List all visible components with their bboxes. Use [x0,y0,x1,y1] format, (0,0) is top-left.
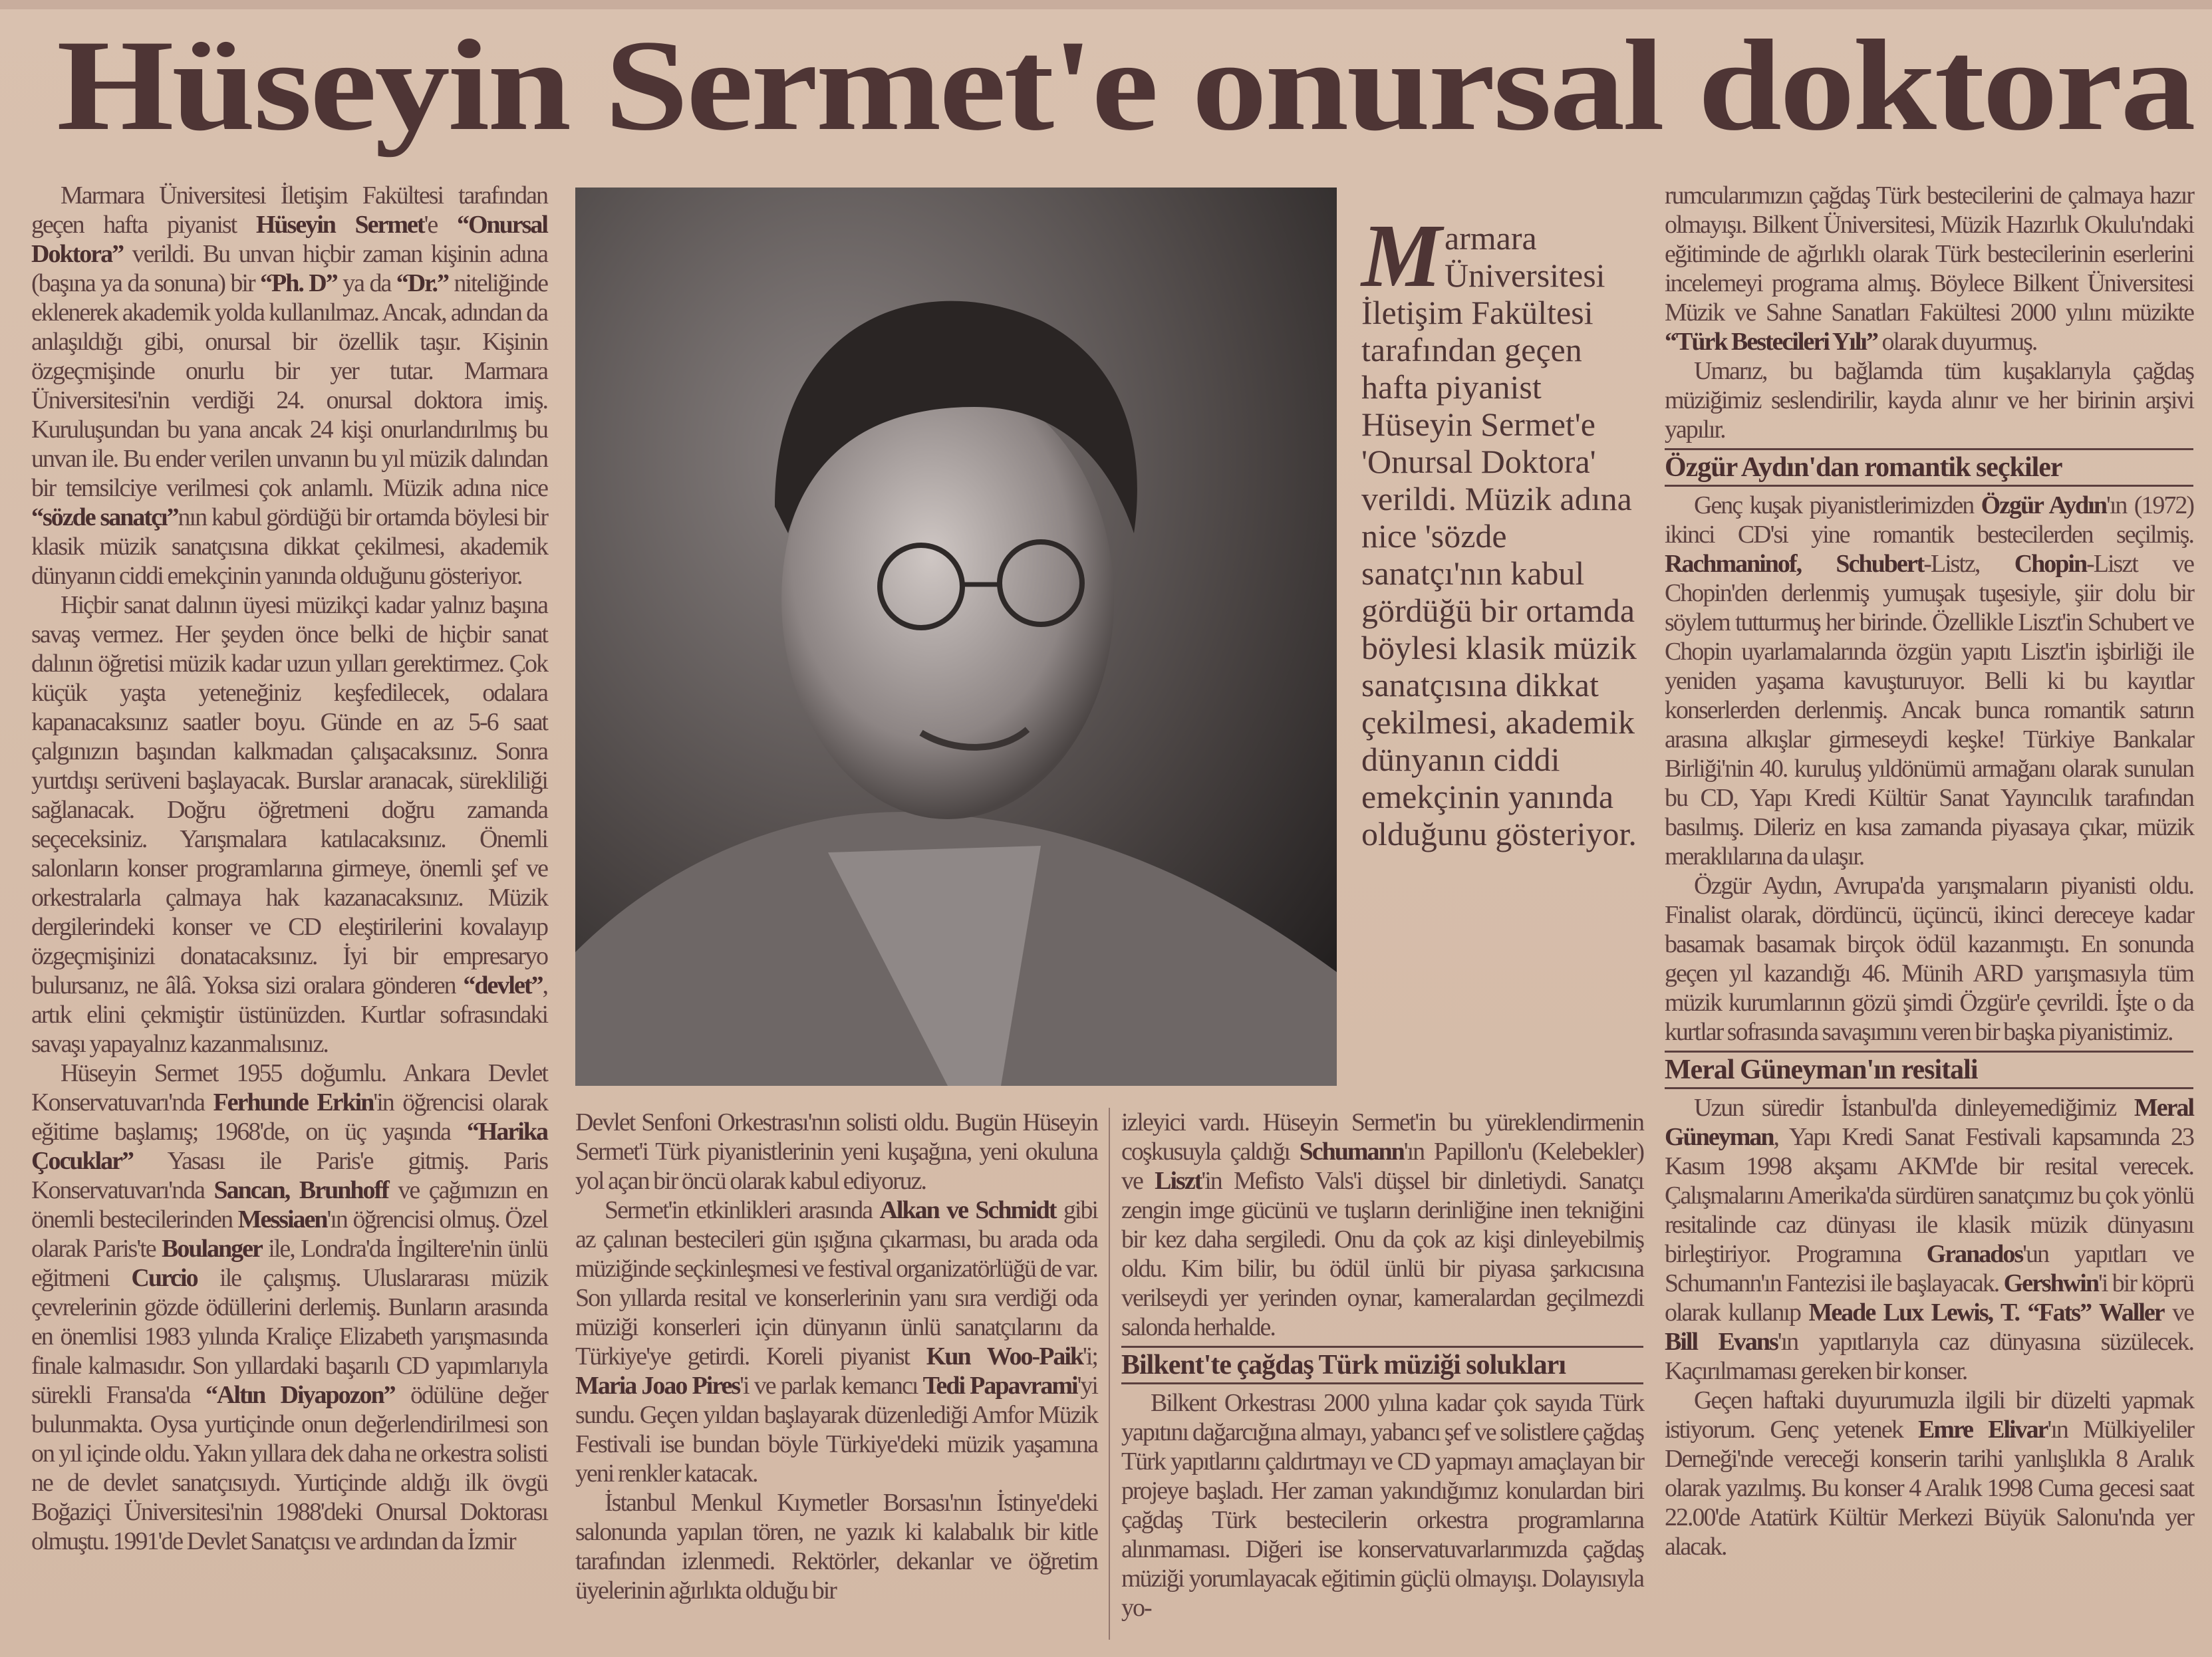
paragraph [1665,181,2193,356]
paragraph [575,1488,1097,1605]
text-run: , Yapı Kredi Sanat Festivali kapsamında 23 Kasım 1998 akşamı AKM'de bir resital verecek. Çalışmalarını Amerika'da sürdüren sanatçımız bu çok yönlü resitalinde caz dünyası ile klasik müzik dünyasını birleştiriyor. Programına [1665,1123,2193,1268]
bold-text-run: Schumann [1299,1138,1404,1166]
text-run: 'i; [1083,1342,1097,1370]
text-run: -Listz, [1923,550,2014,578]
text-run: Genç kuşak piyanistlerimizden [1694,491,1981,519]
text-run: Hiçbir sanat dalının üyesi müzikçi kadar yalnız başına savaş vermez. Her şeyden önce belki de hiçbir sanat dalının öğretisi müzik kadar uzun yılları gerektirmez. Çok küçük yaşta yeteneğiniz keşfedilecek, odalara kapanacaksınız saatler boyu. Günde en az 5-6 saat çalgınızın başından kalkmadan çalışacaksınız. Sonra yurtdışı serüveni başlayacak. Burslar aranacak, sürekliliği sağlanacak. Doğru öğretmeni doğru zamanda seçeceksiniz. Yarışmalara katılacaksınız. Önemli salonların konser programlarına girmeye, önemli şef ve orkestralarla çalmaya hak kazanacaksınız. Müzik dergilerindeki konser ve CD eleştirilerini kovalayıp özgeçmişinizi donatacaksınız. İyi bir empresaryo bulursanız, ne âlâ. Yoksa sizi oralara gönderen [31,591,547,999]
bold-text-run: Granados [1926,1240,2023,1268]
bold-text-run: “Ph. D” [260,269,337,297]
paragraph [31,181,547,590]
paragraph [575,1108,1097,1196]
text-run: Bilkent Orkestrası 2000 yılına kadar çok sayıda Türk yapıtını dağarcığına almayı, yabancı şef ve solistlere çağdaş Türk yapıtlarını çaldırtmayı ve CD yapmayı amaçlayan bir projeye başladı. Her zaman yakındığımız konulardan biri çağdaş Türk bestecilerin orkestra programlarına alınmaması. Diğeri ise konservatuvarlarımızda çağdaş müziği yorumlayacak eğitimin güçlü olmayışı. Dolayısıyla yo- [1121,1389,1643,1622]
text-run: 'ın Mülkiyeliler Derneği'nde vereceği konserin tarihi yanlışlıkla 8 Aralık olarak yazılmış. Bu konser 4 Aralık 1998 Cuma gecesi saat 22.00'de Atatürk Kültür Merkezi Büyük Salonu'nda yer alacak. [1665,1416,2193,1561]
bold-text-run: Özgür Aydın [1981,491,2106,519]
pull-quote-dropcap: M [1361,206,1442,306]
bold-text-run: Messiaen [237,1206,327,1233]
text-run: Yasası ile Paris'e gitmiş. Paris Konservatuvarı'nda [31,1147,547,1204]
paragraph [1121,1388,1643,1622]
bold-text-run: “Harika Çocuklar” [31,1118,547,1175]
bold-text-run: Tedi Papavrami [922,1372,1077,1400]
bold-text-run: “Türk Bestecileri Yılı” [1665,328,1877,356]
paragraph [1665,1093,2193,1386]
article-column-3 [1121,1108,1643,1622]
text-run: Sermet'in etkinlikleri arasında [605,1196,880,1224]
text-run: izleyici vardı. Hüseyin Sermet'in bu yüreklendirmenin coşkusuyla çaldığı [1121,1108,1643,1166]
paragraph [1665,1386,2193,1561]
text-run: gibi az çalınan bestecileri gün ışığına çıkarması, bu arada oda müziğinde seçkinleşmesi ve festival organizatörlüğü de var. Son yıllarda resital ve konserlerinin yanı sıra verdiği oda müziği konserleri için dünyanın ünlü sanatçılarını da Türkiye'ye getirdi. Koreli piyanist [575,1196,1097,1370]
text-run: -Liszt ve Chopin'den derlenmiş yumuşak tuşesiyle, şiir dolu bir söylem tutturmuş her birinde. Özellikle Liszt'in Schubert ve Chopin uyarlamalarında özgün yapıtı Liszt'in işbirliği ile yeniden yaşama kavuşturuyor. Belli ki bu kayıtlar konserlerden derlenmiş. Ancak bunca romantik satırın arasına alkışlar girmeseydi keşke! Türkiye Bankalar Birliği'nin 40. kuruluş yıldönümü armağanı olarak sunulan bu CD, Yapı Kredi Kültür Sanat Yayıncılık tarafından basılmış. Dileriz en kısa zamanda piyasaya çıkar, müzik meraklılarına da ulaşır. [1665,550,2193,870]
portrait-photo [575,188,1337,1086]
paragraph [1665,871,2193,1047]
text-run: Devlet Senfoni Orkestrası'nın solisti oldu. Bugün Hüseyin Sermet'i Türk piyanistlerinin yeni kuşağına, yeni okuluna yol açan bir öncü olarak kabul ediyoruz. [575,1108,1097,1195]
text-run: ödülüne değer bulunmakta. Oysa yurtiçinde onun değerlendirilmesi son on yıl içinde oldu. Yakın yıllara dek daha ne orkestra solisti ne de devlet sanatçısıydı. Yurtiçinde aldığı ilk övgü Boğaziçi Üniversitesi'nin 1988'deki Onursal Doktorası olmuştu. 1991'de Devlet Sanatçısı ve ardından da İzmir [31,1381,547,1555]
text-run: Uzun süredir İstanbul'da dinleyemediğimiz [1694,1094,2134,1122]
text-run: 'i ve parlak kemancı [740,1372,923,1400]
paragraph [575,1196,1097,1488]
text-run: Geçen haftaki duyurumuzla ilgili bir düzelti yapmak istiyorum. Genç yetenek [1665,1386,2193,1444]
text-run: 'in Mefisto Vals'i düşsel bir dinletiydi. Sanatçı zengin imge gücünü ve tuşların derinliğine inen tekniğini bir kez daha sergiledi. Onu da çok az kişi dinleyebilmiş oldu. Kim bilir, bu ödül ünlü bir piyasa şarkıcısına verilseydi yer yerinden oynar, kameralardan geçilmezdi salonda herhalde. [1121,1167,1643,1341]
text-run: Hüseyin Sermet 1955 doğumlu. Ankara Devlet Konservatuvarı'nda [31,1059,547,1116]
bold-text-run: Curcio [131,1264,198,1292]
text-run: ve çağımızın en önemli bestecilerinden [31,1176,548,1233]
article-column-4 [1665,181,2193,1561]
bold-text-run: “sözde sanatçı” [31,503,178,531]
text-run: 'yi sundu. Geçen yıldan başlayarak düzenlediği Amfor Müzik Festivali ise bundan böyle Türkiye'deki müzik yaşamına yeni renkler katacak. [575,1372,1097,1487]
bold-text-run: Chopin [2014,550,2087,578]
text-run: Özgür Aydın, Avrupa'da yarışmaların piyanisti oldu. Finalist olarak, dördüncü, üçüncü, ikinci dereceye kadar basamak basamak birçok ödül kazanmıştı. En sonunda geçen yıl kazandığı 46. Münih ARD yarışmasıyla tüm müzik kurumlarının gözü şimdi Özgür'e çevrildi. İşte o da kurtlar sofrasında savaşımını veren bir başka piyanistimiz. [1665,872,2193,1046]
text-run: 'in öğrencisi olarak eğitime başlamış; 1968'de, on üç yaşında [31,1088,547,1146]
text-run: 'i bir köprü olarak kullanıp [1665,1269,2193,1327]
bold-text-run: Kun Woo-Paik [926,1342,1083,1370]
paragraph [31,590,547,1059]
bold-text-run: Gershwin [2003,1269,2098,1297]
text-run: Umarız, bu bağlamda tüm kuşaklarıyla çağdaş müziğimiz seslendirilir, kayda alınır ve her birinin arşivi yapılır. [1665,357,2193,444]
text-run: 'e [424,211,457,239]
text-run: 'un yapıtları ve Schumann'ın Fantezisi ile başlayacak. [1665,1240,2193,1297]
article-column-1 [31,181,547,1556]
bold-text-run: Meral Güneyman [1665,1094,2193,1151]
text-run: 'ın öğrencisi olmuş. Özel olarak Paris'te [31,1206,547,1263]
bold-text-run: Sancan, Brunhoff [213,1176,388,1204]
text-run: ve [2163,1299,2193,1327]
bold-text-run: Liszt [1155,1167,1202,1195]
text-run: İstanbul Menkul Kıymetler Borsası'nın İstinye'deki salonunda yapılan tören, ne yazık ki kalabalık bir kitle tarafından izlenmedi. Rektörler, dekanlar ve öğretim üyelerinin ağırlıkta olduğu bir [575,1489,1097,1604]
bold-text-run: “Dr.” [396,269,449,297]
bold-text-run: “Altın Diyapozon” [205,1381,395,1409]
bold-text-run: Hüseyin Sermet [255,211,424,239]
bold-text-run: Boulanger [161,1235,262,1263]
column-divider [1109,1108,1110,1640]
text-run: olarak duyurmuş. [1877,328,2037,356]
section-heading: Bilkent'te çağdaş Türk müziği solukları [1121,1346,1643,1384]
text-run: , artık elini çekmiştir üstünüzden. Kurtlar sofrasındaki savaşı yapayalnız kazanmalısınız. [31,971,547,1058]
paragraph [1121,1108,1643,1342]
text-run: ile, Londra'da İngiltere'nin ünlü eğitmeni [31,1235,548,1292]
paragraph [1665,356,2193,444]
article-column-2 [575,1108,1097,1605]
text-run: 'ın (1972) ikinci CD'si yine romantik bestecilerden seçilmiş. [1665,491,2194,549]
text-run: ya da [337,269,396,297]
text-run: verildi. Bu unvan hiçbir zaman kişinin adına (başına ya da sonuna) bir [31,240,547,297]
text-run: niteliğinde eklenerek akademik yolda kullanılmaz. Ancak, adından da anlaşıldığı gibi, onursal bir özellik taşır. Kişinin özgeçmişinde onurlu bir yer tutar. Marmara Üniversitesi'nin verdiği 24. onursal doktora imiş. Kuruluşundan bu yana ancak 24 kişi onurlandırılmış bu unvan ile. Bu ender verilen unvanın bu yıl müzik dalından bir temsilciye verilmesi çok anlamlı. Müzik adına nice [31,269,547,502]
bold-text-run: Bill Evans [1665,1328,1778,1356]
section-heading: Meral Güneyman'ın resitali [1665,1051,2193,1089]
bold-text-run: Ferhunde Erkin [213,1088,374,1116]
bold-text-run: Rachmaninof, Schubert [1665,550,1924,578]
paragraph [31,1059,547,1556]
pull-quote-text: armara Üniversitesi İletişim Fakültesi tarafından geçen hafta piyanist Hüseyin Sermet'e 'Onursal Doktora' verildi. Müzik adına nice 'sözde sanatçı'nın kabul gördüğü bir ortamda böylesi klasik müzik sanatçısına dikkat çekilmesi, akademik dünyanın ciddi emekçinin yanında olduğunu gösteriyor. [1361,219,1637,852]
bold-text-run: Alkan ve Schmidt [879,1196,1056,1224]
bold-text-run: Emre Elivar [1917,1416,2048,1444]
previous-article-edge [0,0,2212,9]
headline: Hüseyin Sermet'e onursal doktora [57,13,2194,158]
text-run: 'ın Papillon'u (Kelebekler) ve [1121,1138,1643,1195]
paragraph [1665,491,2193,871]
pull-quote [1361,206,1654,852]
bold-text-run: Maria Joao Pires [575,1372,740,1400]
text-run: Marmara Üniversitesi İletişim Fakültesi tarafından geçen hafta piyanist [31,182,547,239]
bold-text-run: “Onursal Doktora” [31,211,547,268]
section-heading: Özgür Aydın'dan romantik seçkiler [1665,448,2193,487]
text-run: rumcularımızın çağdaş Türk bestecilerini de çalmaya hazır olmayışı. Bilkent Üniversitesi, Müzik Hazırlık Okulu'ndaki eğitiminde de ağırlıklı olarak Türk bestecilerinin eserlerini incelemeyi programa almış. Böylece Bilkent Üniversitesi Müzik ve Sahne Sanatları Fakültesi 2000 yılını müzikte [1665,182,2193,326]
portrait-photo-icon [575,188,1337,1086]
text-run: 'ın yapıtlarıyla caz dünyasına süzülecek. Kaçırılmaması gereken bir konser. [1665,1328,2193,1385]
bold-text-run: Meade Lux Lewis, T. “Fats” Waller [1808,1299,2164,1327]
text-run: ile çalışmış. Uluslararası müzik çevrelerinin gözde ödüllerini derlemiş. Bunların arasında en önemlisi 1983 yılında Kraliçe Elizabeth yarışmasında finale kalmasıdır. Son yıllardaki başarılı CD yapımlarıyla sürekli Fransa'da [31,1264,547,1409]
bold-text-run: “devlet” [463,971,543,999]
text-run: nın kabul gördüğü bir ortamda böylesi bir klasik müzik sanatçısına dikkat çekilmesi, akademik dünyanın ciddi emekçinin yanında olduğunu gösteriyor. [31,503,547,590]
